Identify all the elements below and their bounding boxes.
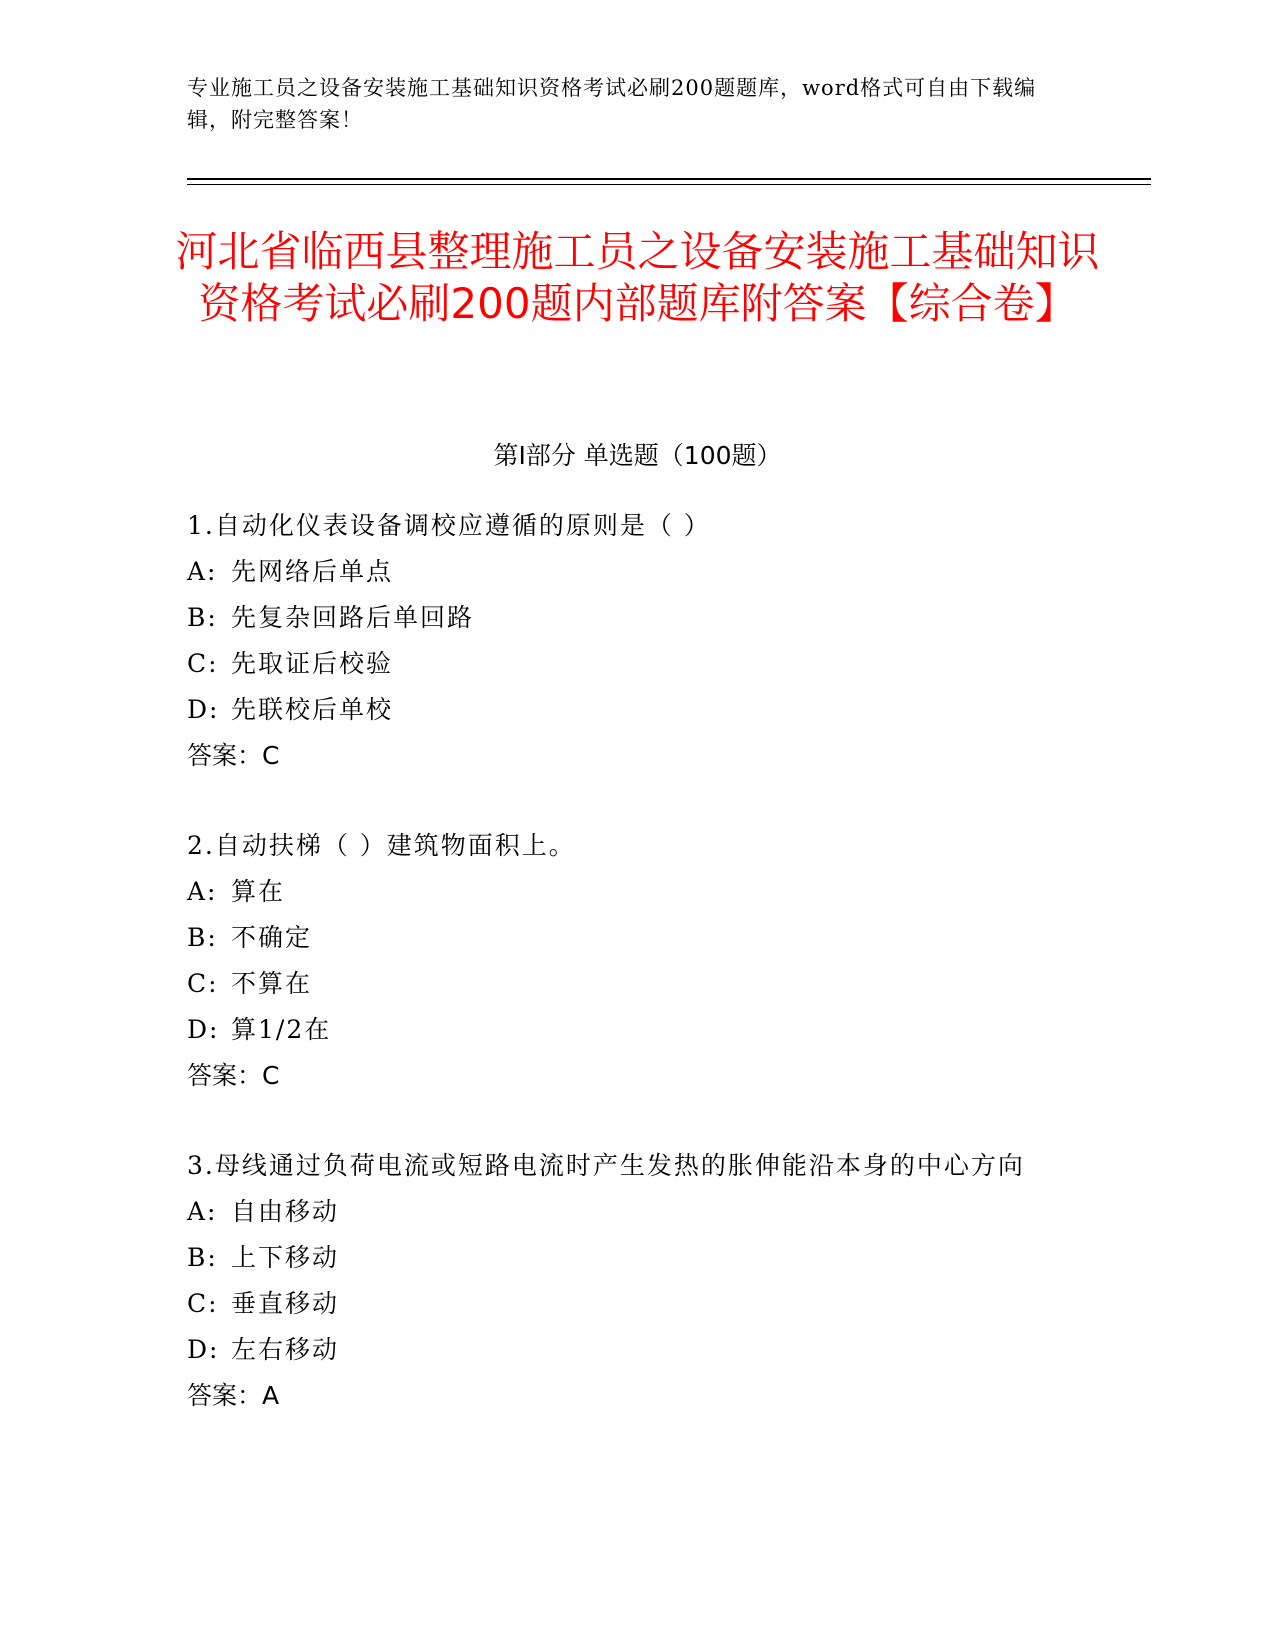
- question-stem: 1.自动化仪表设备调校应遵循的原则是（ ）: [187, 511, 711, 540]
- answer-value: A: [262, 1381, 280, 1410]
- option-key: C:: [187, 649, 219, 678]
- question-stem: 2.自动扶梯（ ）建筑物面积上。: [187, 831, 576, 860]
- answer-value: C: [262, 741, 280, 770]
- answer-line: [187, 1373, 1067, 1419]
- question-3: [187, 1143, 1067, 1419]
- option-a: [187, 549, 1067, 595]
- option-key: B:: [187, 1243, 218, 1272]
- option-d: [187, 1007, 1067, 1053]
- option-text: 垂直移动: [231, 1289, 340, 1318]
- option-b: [187, 915, 1067, 961]
- option-text: 先取证后校验: [231, 649, 394, 678]
- option-key: A:: [187, 877, 218, 906]
- option-text: 算在: [231, 877, 286, 906]
- option-text: 先复杂回路后单回路: [231, 603, 475, 632]
- question-1: [187, 503, 1067, 779]
- option-key: B:: [187, 603, 218, 632]
- option-b: [187, 595, 1067, 641]
- header-divider-thin: [187, 184, 1151, 185]
- option-text: 左右移动: [231, 1335, 340, 1364]
- option-a: [187, 1189, 1067, 1235]
- header-note: 专业施工员之设备安装施工基础知识资格考试必刷200题题库，word格式可自由下载编辑，附完整答案！: [187, 76, 1037, 132]
- option-d: [187, 687, 1067, 733]
- document-title: 河北省临西县整理施工员之设备安装施工基础知识资格考试必刷200题内部题库附答案【综合卷】: [175, 227, 1100, 328]
- question-stem: 3.母线通过负荷电流或短路电流时产生发热的胀伸能沿本身的中心方向: [187, 1151, 1025, 1180]
- section-heading: 第I部分 单选题（100题）: [493, 441, 782, 470]
- question-2: [187, 823, 1067, 1099]
- answer-line: [187, 1053, 1067, 1099]
- option-key: B:: [187, 923, 218, 952]
- option-text: 先网络后单点: [231, 557, 394, 586]
- option-key: C:: [187, 1289, 219, 1318]
- option-text: 上下移动: [231, 1243, 340, 1272]
- answer-line: [187, 733, 1067, 779]
- option-key: D:: [187, 1015, 220, 1044]
- option-text: 自由移动: [231, 1197, 340, 1226]
- option-text: 先联校后单校: [231, 695, 394, 724]
- answer-prefix: 答案：: [187, 1381, 263, 1410]
- option-text: 不算在: [231, 969, 313, 998]
- option-text: 不确定: [231, 923, 313, 952]
- option-key: A:: [187, 1197, 218, 1226]
- option-c: [187, 641, 1067, 687]
- option-key: C:: [187, 969, 219, 998]
- option-b: [187, 1235, 1067, 1281]
- option-a: [187, 869, 1067, 915]
- answer-prefix: 答案：: [187, 741, 263, 770]
- option-text: 算1/2在: [231, 1015, 332, 1044]
- option-d: [187, 1327, 1067, 1373]
- option-c: [187, 961, 1067, 1007]
- answer-value: C: [262, 1061, 280, 1090]
- option-c: [187, 1281, 1067, 1327]
- option-key: D:: [187, 1335, 220, 1364]
- option-key: A:: [187, 557, 218, 586]
- answer-prefix: 答案：: [187, 1061, 263, 1090]
- option-key: D:: [187, 695, 220, 724]
- header-divider-thick: [187, 178, 1151, 180]
